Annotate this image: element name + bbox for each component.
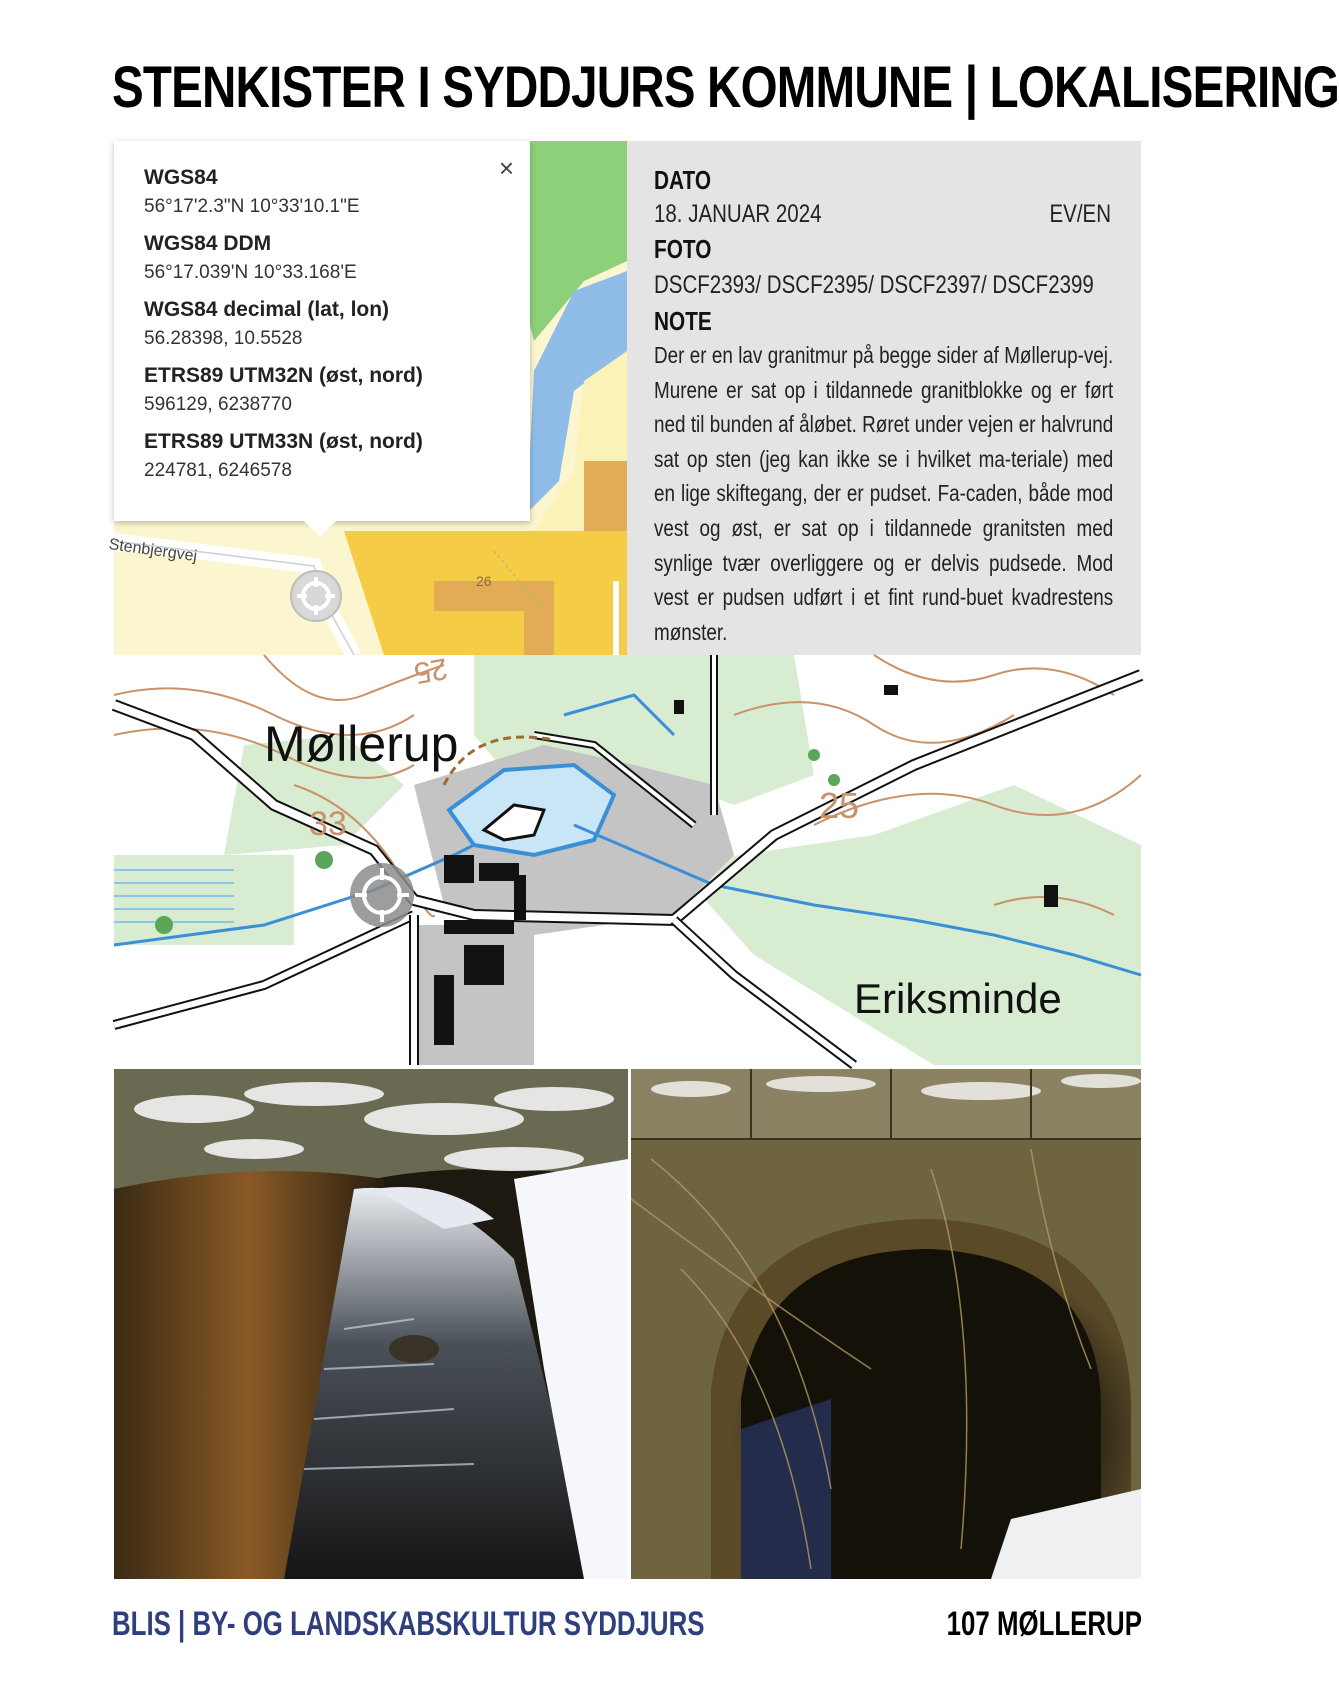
info-panel xyxy=(627,141,1141,655)
coord-value: 56°17'2.3"N 10°33'10.1"E xyxy=(144,196,360,217)
target-marker-icon xyxy=(291,571,341,621)
coord-value: 56.28398, 10.5528 xyxy=(144,328,303,349)
culvert-photo-stream xyxy=(114,1069,628,1579)
location-marker-icon xyxy=(350,863,414,927)
dato-label: DATO xyxy=(654,165,712,195)
initials: EV/EN xyxy=(1049,200,1111,228)
dato-value: 18. JANUAR 2024 xyxy=(654,200,822,228)
footer-page-label: 107 MØLLERUP xyxy=(946,1605,1142,1643)
coord-system-label: WGS84 DDM xyxy=(144,232,272,255)
culvert-stream-image xyxy=(114,1069,628,1579)
coord-value: 56°17.039'N 10°33.168'E xyxy=(144,262,357,283)
street-label: Stenbjergvej xyxy=(107,536,199,566)
contour-label: 25 xyxy=(411,651,451,690)
house-number-label: 26 xyxy=(476,573,492,589)
dato-row xyxy=(654,197,1111,232)
coord-system-label: WGS84 decimal (lat, lon) xyxy=(144,298,390,321)
coord-system-label: WGS84 xyxy=(144,166,218,189)
note-text: Der er en lav granitmur på begge sider af Møllerup-vej. Murene er sat op i tildannede granitblokke og er ført ned til bunden af åløbet. Røret under vejen er halvrund sat op sten (jeg kan ikke se i hvilket ma-teriale) med en lige skiftegang, der er pudset. Fa-caden, både mod vest og øst, er sat op i tildannede granitsten med synlige tvær overliggere og er delvis pudsede. Mod vest er pudsen udført i et fint rund-buet kvadrestens mønster. xyxy=(654,342,1114,645)
close-icon[interactable]: × xyxy=(498,153,514,183)
place-label-mollerup: Møllerup xyxy=(264,716,459,772)
coord-system-label: ETRS89 UTM33N (øst, nord) xyxy=(144,430,423,453)
popup-pointer xyxy=(304,521,336,537)
coord-value: 224781, 6246578 xyxy=(144,460,292,481)
note-label: NOTE xyxy=(654,306,712,336)
coordinates-popup xyxy=(114,141,530,521)
foto-value: DSCF2393/ DSCF2395/ DSCF2397/ DSCF2399 xyxy=(654,271,1094,299)
contour-label: 25 xyxy=(819,785,860,826)
culvert-photo-arch xyxy=(631,1069,1141,1579)
foto-label: FOTO xyxy=(654,234,712,264)
location-map-detail[interactable] xyxy=(107,141,627,655)
coord-value: 596129, 6238770 xyxy=(144,394,292,415)
page-title: STENKISTER I SYDDJURS KOMMUNE | LOKALISERING xyxy=(112,55,1339,120)
footer-organization: BLIS | BY- OG LANDSKABSKULTUR SYDDJURS xyxy=(112,1605,705,1643)
place-label-eriksminde: Eriksminde xyxy=(854,975,1062,1022)
topographic-map[interactable] xyxy=(114,651,1141,1065)
contour-label: 33 xyxy=(309,805,347,843)
culvert-arch-image xyxy=(631,1069,1141,1579)
coord-system-label: ETRS89 UTM32N (øst, nord) xyxy=(144,364,423,387)
